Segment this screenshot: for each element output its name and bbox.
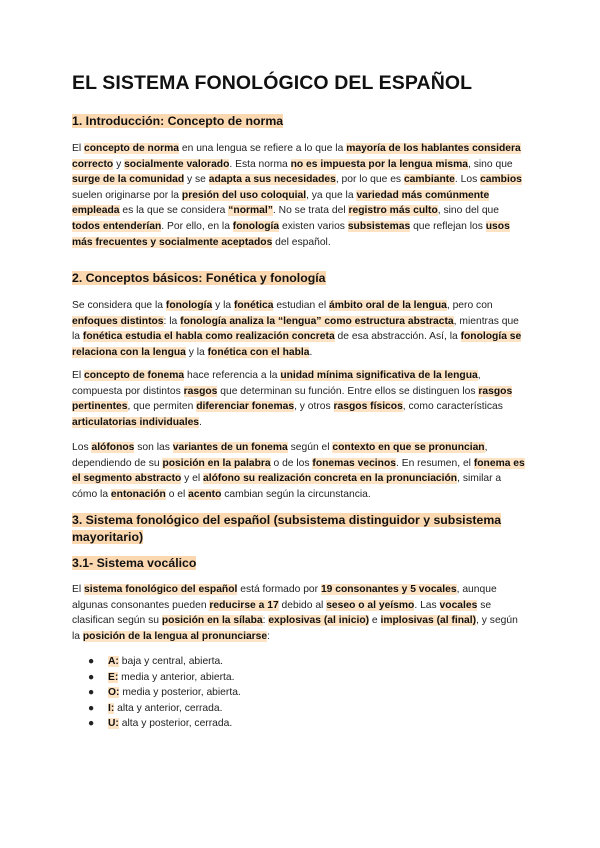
paragraph-text: debido al xyxy=(278,599,327,611)
highlighted-term: sistema fonológico del español xyxy=(84,584,238,595)
bullet-icon: ● xyxy=(88,718,95,730)
paragraph-text: . En resumen, el xyxy=(395,457,474,469)
paragraph-text: o de los xyxy=(270,457,313,469)
highlighted-term: rasgos físicos xyxy=(333,401,403,413)
paragraph-text: hace referencia a la xyxy=(184,370,281,381)
highlighted-term: posición de la lengua al pronunciarse xyxy=(82,630,268,642)
paragraph-text: , sino que xyxy=(468,158,513,170)
highlighted-term: alófonos xyxy=(91,442,135,453)
section-heading-introduccion: 1. Introducción: Concepto de norma xyxy=(72,114,284,128)
paragraph-norma xyxy=(72,141,527,250)
highlighted-term: fonemas vecinos xyxy=(312,457,396,469)
highlighted-term: rasgos pertinentes xyxy=(72,385,513,413)
highlighted-term: vocales xyxy=(439,599,478,611)
highlighted-term: diferenciar fonemas xyxy=(196,401,295,413)
section-heading-sistema-fonologico: 3. Sistema fonológico del español (subsistema distinguidor y subsistema mayoritario) xyxy=(72,513,502,544)
paragraph-text: según el xyxy=(287,442,333,453)
paragraph-text: , compuesta por distintos xyxy=(72,370,481,397)
highlighted-term: posición en la palabra xyxy=(162,457,271,469)
highlighted-term: fonología xyxy=(232,220,280,232)
highlighted-term: fonema es el segmento abstracto xyxy=(72,457,525,485)
highlighted-term: seseo o al yeísmo xyxy=(326,599,415,611)
paragraph-text: estudian el xyxy=(273,300,329,311)
paragraph-text: se clasifican según su xyxy=(72,599,492,627)
section-heading-conceptos-basicos: 2. Conceptos básicos: Fonética y fonología xyxy=(72,271,326,285)
paragraph-text: . Los xyxy=(454,174,481,186)
paragraph-text: El xyxy=(72,370,85,381)
highlighted-term: fonología xyxy=(165,300,213,311)
bullet-icon: ● xyxy=(88,687,95,699)
highlighted-term: implosivas (al final) xyxy=(380,615,477,627)
highlighted-term: alófono su realización concreta en la pronunciación xyxy=(203,473,458,485)
highlighted-term: cambios xyxy=(480,174,522,186)
paragraph-text: , ya que la xyxy=(306,189,357,201)
highlighted-term: socialmente valorado xyxy=(124,158,230,170)
highlighted-term: articulatorias individuales xyxy=(72,416,200,428)
highlighted-term: enfoques distintos xyxy=(72,315,164,327)
paragraph-text: , que permiten xyxy=(127,401,197,413)
highlighted-term: unidad mínima significativa de la lengua xyxy=(280,370,478,381)
paragraph-text: . xyxy=(199,416,202,428)
paragraph-text: . Por ello, en la xyxy=(161,220,233,232)
paragraph-text: . No se trata del xyxy=(272,205,349,217)
paragraph-text: El xyxy=(72,584,85,595)
highlighted-term: fonética con el habla xyxy=(207,346,310,358)
paragraph-text: . xyxy=(309,346,313,358)
paragraph-text: y xyxy=(113,158,125,170)
paragraph-text: , como características xyxy=(402,401,503,413)
paragraph-text: y la xyxy=(212,300,234,311)
paragraph-text: que determinan su función. Entre ellos se distinguen los xyxy=(217,385,479,397)
highlighted-term: cambiante xyxy=(403,174,455,186)
vowel-description: media y posterior, abierta. xyxy=(119,687,241,699)
vowel-description: baja y central, abierta. xyxy=(118,656,224,667)
paragraph-text: e xyxy=(369,615,381,627)
highlighted-term: contexto en que se pronuncian xyxy=(332,442,485,453)
paragraph-text: y se xyxy=(184,174,209,186)
paragraph-text: o el xyxy=(165,488,189,500)
vowel-list xyxy=(72,654,241,732)
paragraph-text: , y otros xyxy=(294,401,334,413)
highlighted-term: fonología analiza la “lengua” como estructura abstracta xyxy=(180,315,454,327)
vowel-letter: U: xyxy=(108,718,119,730)
paragraph-text: es la que se considera xyxy=(119,205,229,217)
vowel-list-item xyxy=(72,685,241,701)
vowel-letter: A: xyxy=(108,656,119,667)
paragraph-text: , similar a cómo la xyxy=(72,473,502,500)
paragraph-text: , pero con xyxy=(446,300,493,311)
bullet-icon: ● xyxy=(88,656,95,667)
highlighted-term: variedad más comúnmente empleada xyxy=(72,189,490,217)
highlighted-term: variantes de un fonema xyxy=(172,442,288,453)
paragraph-text: Se considera que la xyxy=(72,300,166,311)
highlighted-term: acento xyxy=(188,488,222,500)
vowel-description: alta y posterior, cerrada. xyxy=(118,718,233,730)
paragraph-text: El xyxy=(72,143,85,154)
highlighted-term: rasgos xyxy=(183,385,218,397)
highlighted-term: explosivas (al inicio) xyxy=(268,615,370,627)
highlighted-term: fonética estudia el habla como realización concreta xyxy=(82,331,335,343)
paragraph-fonetica-fonologia xyxy=(72,298,527,360)
paragraph-text: : xyxy=(267,630,271,642)
bullet-icon: ● xyxy=(88,671,95,683)
highlighted-term: registro más culto xyxy=(348,205,438,217)
vowel-list-item xyxy=(72,670,241,686)
highlighted-term: ámbito oral de la lengua xyxy=(328,300,447,311)
highlighted-term: todos entenderían xyxy=(72,220,162,232)
paragraph-text: suelen originarse por la xyxy=(72,189,182,201)
highlighted-term: posición en la sílaba xyxy=(161,615,263,627)
paragraph-fonema xyxy=(72,368,527,430)
highlighted-term: presión del uso coloquial xyxy=(181,189,307,201)
highlighted-term: entonación xyxy=(110,488,166,500)
vowel-letter: E: xyxy=(108,671,119,683)
paragraph-text: : la xyxy=(163,315,181,327)
vowel-letter: I: xyxy=(108,702,115,714)
paragraph-text: Los xyxy=(72,442,92,453)
paragraph-text: existen varios xyxy=(279,220,348,232)
paragraph-text: . Esta norma xyxy=(229,158,291,170)
section-heading-sistema-vocalico: 3.1- Sistema vocálico xyxy=(72,556,197,570)
paragraph-text: , mientras que la xyxy=(72,315,519,343)
vowel-description: media y anterior, abierta. xyxy=(118,671,235,683)
vowel-list-item xyxy=(72,701,241,717)
vowel-list-item xyxy=(72,654,241,670)
vowel-description: alta y anterior, cerrada. xyxy=(114,702,223,714)
highlighted-term: concepto de norma xyxy=(84,143,180,154)
highlighted-term: adapta a sus necesidades xyxy=(208,174,336,186)
paragraph-text: está formado por xyxy=(237,584,321,595)
paragraph-text: en una lengua se refiere a lo que la xyxy=(179,143,347,154)
highlighted-term: concepto de fonema xyxy=(84,370,185,381)
paragraph-text: , sino del que xyxy=(437,205,500,217)
highlighted-term: surge de la comunidad xyxy=(72,174,185,186)
vowel-letter: O: xyxy=(108,687,120,699)
highlighted-term: 19 consonantes y 5 vocales xyxy=(320,584,457,595)
paragraph-text: de esa abstracción. Así, la xyxy=(334,331,461,343)
highlighted-term: usos más frecuentes y socialmente aceptados xyxy=(72,220,510,248)
paragraph-text: cambian según la circunstancia. xyxy=(221,488,371,500)
paragraph-text: , dependiendo de su xyxy=(72,442,488,469)
paragraph-text: y la xyxy=(185,346,208,358)
paragraph-alofonos xyxy=(72,440,527,502)
paragraph-text: : xyxy=(262,615,269,627)
highlighted-term: fonología se relaciona con la lengua xyxy=(72,331,522,358)
highlighted-term: fonética xyxy=(233,300,274,311)
paragraph-text: que reflejan los xyxy=(410,220,486,232)
document-title: EL SISTEMA FONOLÓGICO DEL ESPAÑOL xyxy=(72,72,473,94)
paragraph-text: son las xyxy=(134,442,173,453)
paragraph-text: y el xyxy=(181,473,204,485)
paragraph-text: , aunque algunas consonantes pueden xyxy=(72,584,497,611)
paragraph-text: . Las xyxy=(414,599,440,611)
bullet-icon: ● xyxy=(88,702,95,714)
paragraph-text: , y según la xyxy=(72,615,518,642)
paragraph-text: del español. xyxy=(272,236,331,248)
highlighted-term: no es impuesta por la lengua misma xyxy=(290,158,468,170)
highlighted-term: reducirse a 17 xyxy=(209,599,279,611)
highlighted-term: “normal” xyxy=(228,205,273,217)
paragraph-text: , por lo que es xyxy=(335,174,404,186)
paragraph-sistema-vocalico xyxy=(72,582,527,644)
highlighted-term: subsistemas xyxy=(347,220,411,232)
vowel-list-item xyxy=(72,716,241,732)
highlighted-term: mayoría de los hablantes considera correcto xyxy=(72,143,521,170)
